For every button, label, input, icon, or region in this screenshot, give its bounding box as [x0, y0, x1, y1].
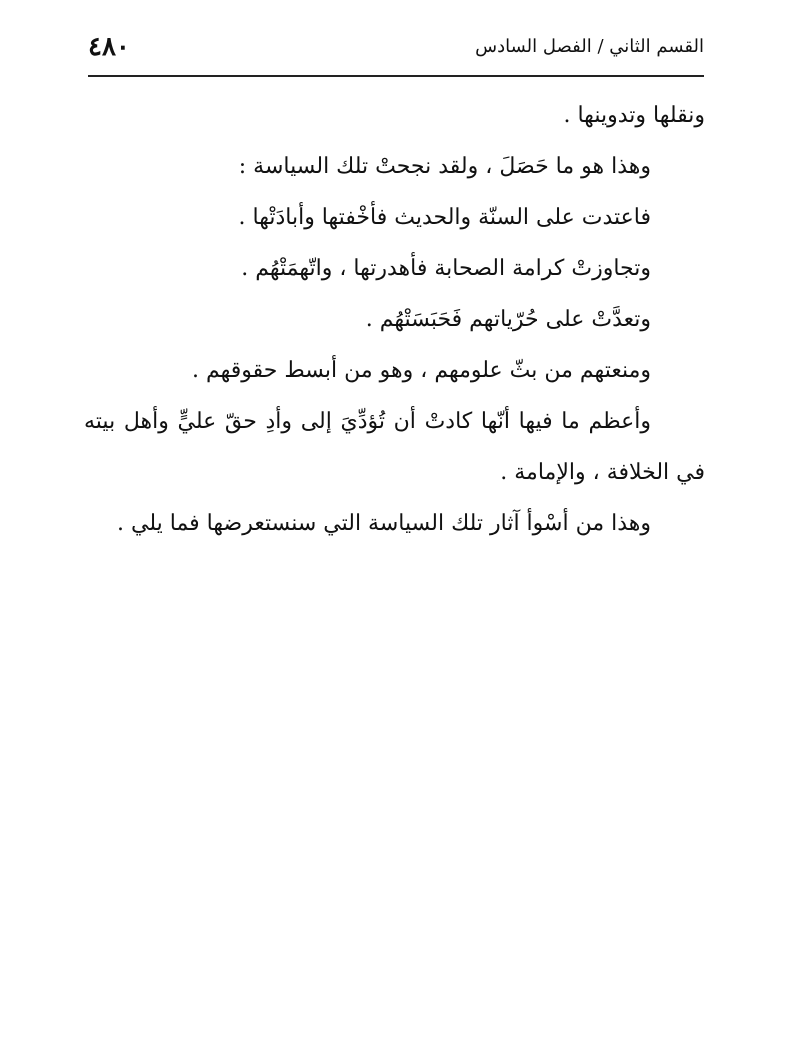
paragraph-5: وتعدَّتْ على حُرّياتهم فَحَبَسَتْهُم . — [365, 307, 651, 332]
running-head — [88, 28, 704, 68]
paragraph-1: ونقلها وتدوينها . — [563, 103, 705, 128]
page-number: ٤٨٠ — [88, 32, 130, 62]
section-title: القسم الثاني / الفصل السادس — [475, 36, 704, 57]
paragraph-4: وتجاوزتْ كرامة الصحابة فأهدرتها ، واتّهمَتْهُم . — [241, 256, 651, 281]
paragraph-3: فاعتدت على السنّة والحديث فأخْفتها وأبادَتْها . — [238, 205, 651, 230]
paragraph-2: وهذا هو ما حَصَلَ ، ولقد نجحتْ تلك السياسة : — [238, 154, 651, 179]
header-divider — [88, 75, 704, 77]
body-text — [84, 90, 705, 549]
paragraph-8: وهذا من أسْوأ آثار تلك السياسة التي سنستعرضها فما يلي . — [117, 511, 651, 536]
paragraph-7: وأعظم ما فيها أنّها كادتْ أن تُؤدِّيَ إلى وأدِ حقّ عليٍّ وأهل بيته في الخلافة ، والإمامة . — [84, 409, 705, 485]
paragraph-6: ومنعتهم من بثّ علومهم ، وهو من أبسط حقوقهم . — [192, 358, 651, 383]
